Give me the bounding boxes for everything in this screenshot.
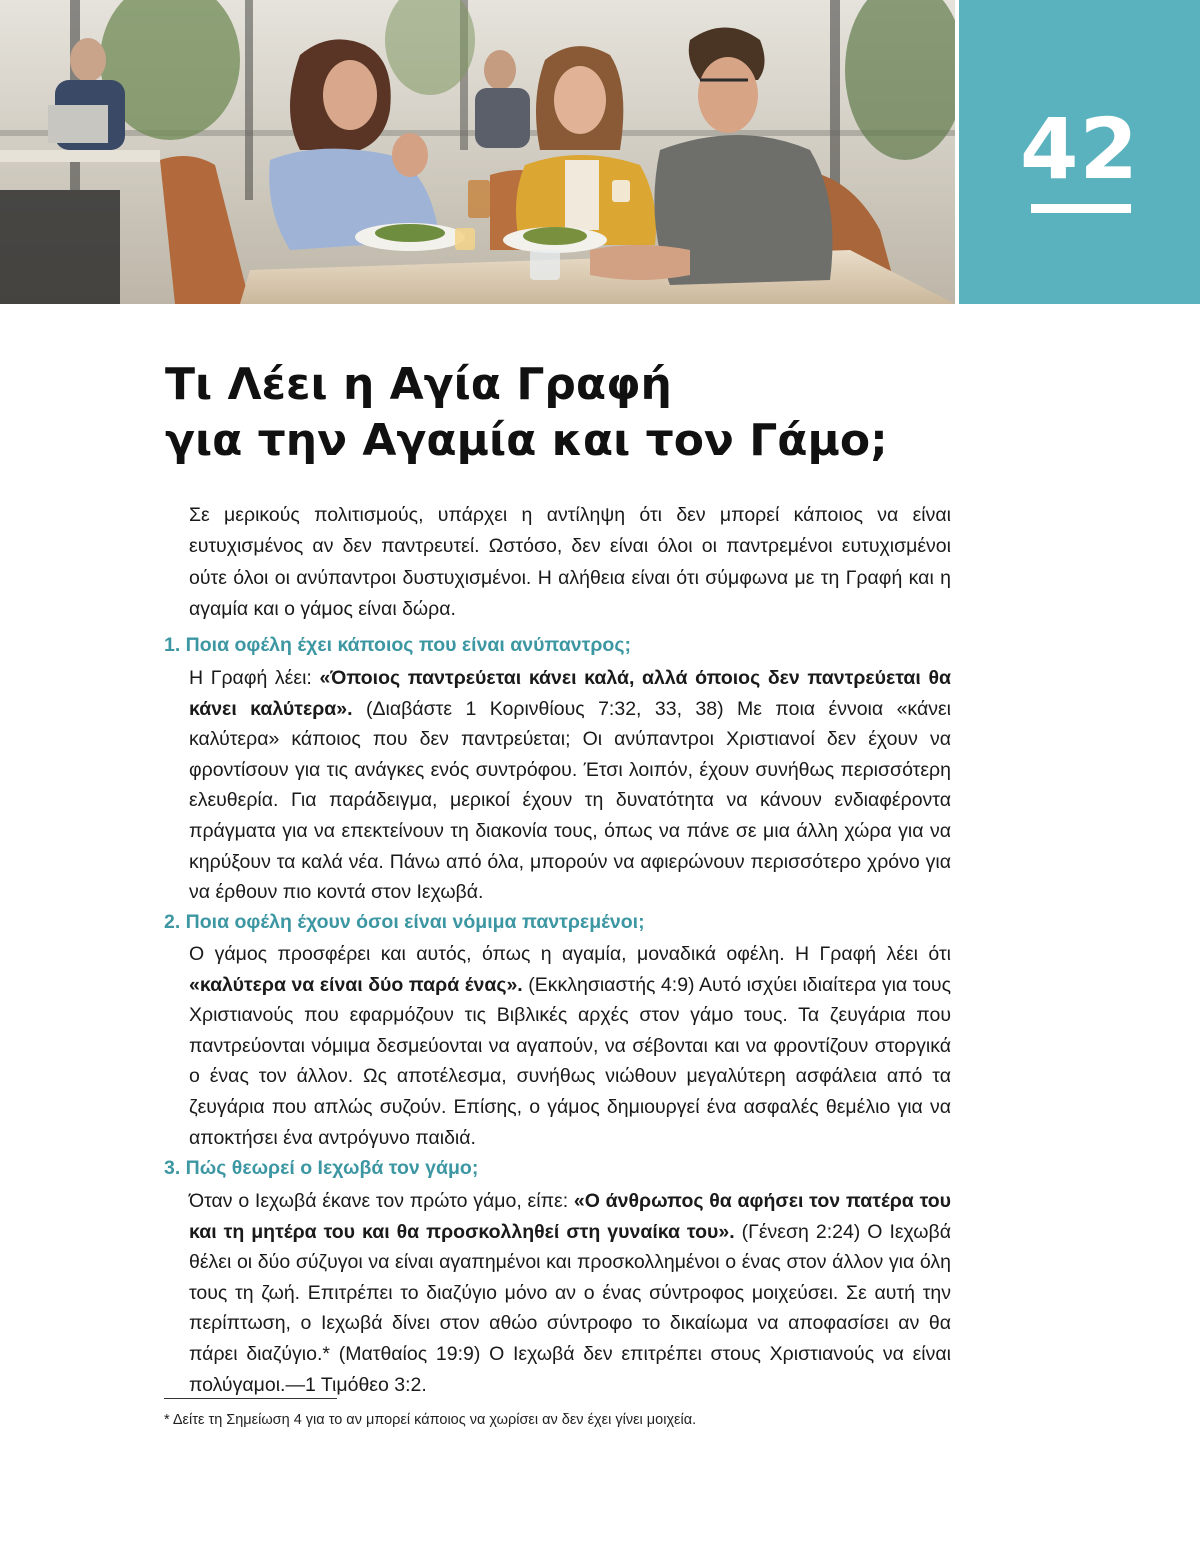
section-1-rest: (Διαβάστε 1 Κορινθίους 7:32, 33, 38) Με ποια έννοια «κάνει καλύτερα» κάποιος που δεν παντρεύεται; Οι ανύπαντροι Χριστιανοί δεν έχουν να φροντίσουν για τις ανάγκες ενός συντρόφου. Έτσι λοιπόν, έχουν συνήθως περισσότερη ελευθερία. Για παράδειγμα, μερικοί έχουν τη δυνατότητα να κάνουν ενδιαφέροντα πράγματα για να επεκτείνουν τη διακονία τους, όπως να πάνε σε μια άλλη χώρα για να κηρύξουν τα καλά νέα. Πάνω από όλα, μπορούν να αφιερώνουν περισσότερο χρόνο για να έρθουν πιο κοντά στον Ιεχωβά. [189,697,951,904]
cafe-scene-illustration [0,0,955,304]
chapter-number: 42 [1020,100,1139,198]
section-1-heading: 1. Ποια οφέλη έχει κάποιος που είναι ανύπαντρος; [164,634,631,656]
section-2-lead: Ο γάμος προσφέρει και αυτός, όπως η αγαμία, μοναδικά οφέλη. Η Γραφή λέει ότι [189,943,951,965]
chapter-number-underline [1031,204,1131,213]
footnote-divider [164,1398,337,1399]
section-1-quote: «Όποιος παντρεύεται κάνει καλά, αλλά όποιος δεν παντρεύεται θα κάνει καλύτερα». [189,667,951,720]
footnote: * Δείτε τη Σημείωση 4 για το αν μπορεί κάποιος να χωρίσει αν δεν έχει γίνει μοιχεία. [164,1412,697,1428]
chapter-badge [959,0,1200,304]
section-3-rest: (Γένεση 2:24) Ο Ιεχωβά θέλει οι δύο σύζυγοι να είναι αγαπημένοι και προσκολλημένοι ο ένας στον άλλον για όλη τους τη ζωή. Επιτρέπει το διαζύγιο μόνο αν ο ένας σύντροφος μοιχεύσει. Σε αυτή την περίπτωση, ο Ιεχωβά δίνει στον αθώο σύντροφο το δικαίωμα να αποφασίσει αν θα πάρει διαζύγιο.* (Ματθαίος 19:9) Ο Ιεχωβά δεν επιτρέπει στους Χριστιανούς να είναι πολύγαμοι.—1 Τιμόθεο 3:2. [189,1220,951,1396]
section-3-body [189,1186,951,1400]
section-2-quote: «καλύτερα να είναι δύο παρά ένας». [189,973,523,996]
section-1-lead: Η Γραφή λέει: [189,667,320,689]
chapter-photo [0,0,955,304]
section-1-body [189,663,951,908]
section-2-heading: 2. Ποια οφέλη έχουν όσοι είναι νόμιμα παντρεμένοι; [164,911,645,933]
section-2-body [189,939,951,1153]
page-title [165,357,965,469]
page-title-line-2: για την Αγαμία και τον Γάμο; [165,415,888,466]
page-title-line-1: Τι Λέει η Αγία Γραφή [165,359,672,410]
section-3-quote: «Ο άνθρωπος θα αφήσει τον πατέρα του και τη μητέρα του και θα προσκολληθεί στη γυναίκα του». [189,1190,951,1243]
section-3-heading: 3. Πώς θεωρεί ο Ιεχωβά τον γάμο; [164,1157,479,1179]
section-2-rest: (Εκκλησιαστής 4:9) Αυτό ισχύει ιδιαίτερα για τους Χριστιανούς που εφαρμόζουν τις Βιβλικές αρχές στον γάμο τους. Τα ζευγάρια που παντρεύονται νόμιμα δεσμεύονται να αγαπούν, να σέβονται και να φροντίζουν στοργικά ο ένας τον άλλον. Ως αποτέλεσμα, συνήθως νιώθουν μεγαλύτερη ασφάλεια από τα ζευγάρια που απλώς συζούν. Επίσης, ο γάμος δημιουργεί ένα ασφαλές θεμέλιο για να αποκτήσει ένα αντρόγυνο παιδιά. [189,973,951,1149]
intro-paragraph: Σε μερικούς πολιτισμούς, υπάρχει η αντίληψη ότι δεν μπορεί κάποιος να είναι ευτυχισμένος αν δεν παντρευτεί. Ωστόσο, δεν είναι όλοι οι παντρεμένοι ευτυχισμένοι ούτε όλοι οι ανύπαντροι δυστυχισμένοι. Η αλήθεια είναι ότι σύμφωνα με τη Γραφή και η αγαμία και ο γάμος είναι δώρα. [189,504,951,620]
section-3-lead: Όταν ο Ιεχωβά έκανε τον πρώτο γάμο, είπε: [189,1190,574,1212]
